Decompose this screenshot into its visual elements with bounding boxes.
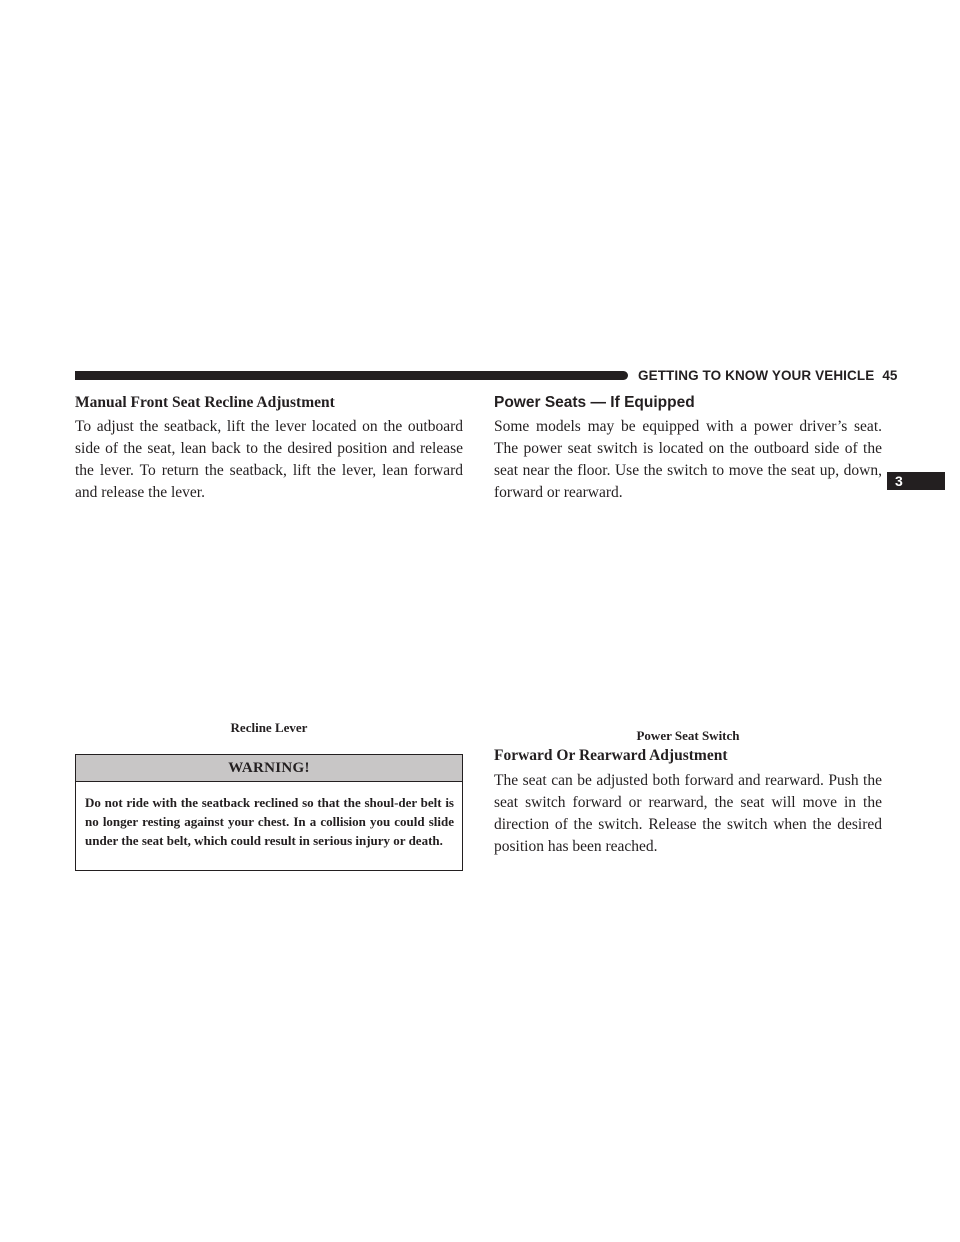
- forward-rearward-heading: Forward Or Rearward Adjustment: [494, 747, 728, 764]
- forward-rearward-paragraph: The seat can be adjusted both forward and rearward. Push the seat switch forward or rearward, the seat will move in the direction of the switch. Release the switch when the desired position has been reached.: [494, 772, 882, 855]
- warning-text: Do not ride with the seatback reclined so that the shoul-der belt is no longer resting against your chest. In a collision you could slide under the seat belt, which could result in serious injury or death.: [85, 795, 454, 848]
- recline-lever-caption: Recline Lever: [230, 720, 308, 735]
- forward-heading-wrap: [494, 746, 882, 766]
- header-rule: [75, 371, 628, 380]
- recline-paragraph: To adjust the seatback, lift the lever located on the outboard side of the seat, lean back to the desired position and release the lever. To return the seatback, lift the lever, lean forward and release the lever.: [75, 418, 463, 501]
- right-column-heading-wrap: [494, 393, 882, 413]
- power-seats-heading: Power Seats — If Equipped: [494, 394, 695, 411]
- warning-title: WARNING!: [76, 755, 462, 782]
- recline-heading: Manual Front Seat Recline Adjustment: [75, 394, 335, 411]
- power-seats-paragraph: Some models may be equipped with a power driver’s seat. The power seat switch is located on the outboard side of the seat near the floor. Use the switch to move the seat up, down, forward or rearward.: [494, 418, 882, 501]
- page-number: 45: [882, 368, 898, 383]
- power-seat-switch-caption: Power Seat Switch: [636, 728, 740, 743]
- section-title: GETTING TO KNOW YOUR VEHICLE: [638, 368, 875, 383]
- left-column-heading-wrap: [75, 393, 463, 413]
- running-header: [638, 367, 898, 384]
- warning-box: [75, 754, 463, 871]
- chapter-tab: 3: [887, 472, 945, 490]
